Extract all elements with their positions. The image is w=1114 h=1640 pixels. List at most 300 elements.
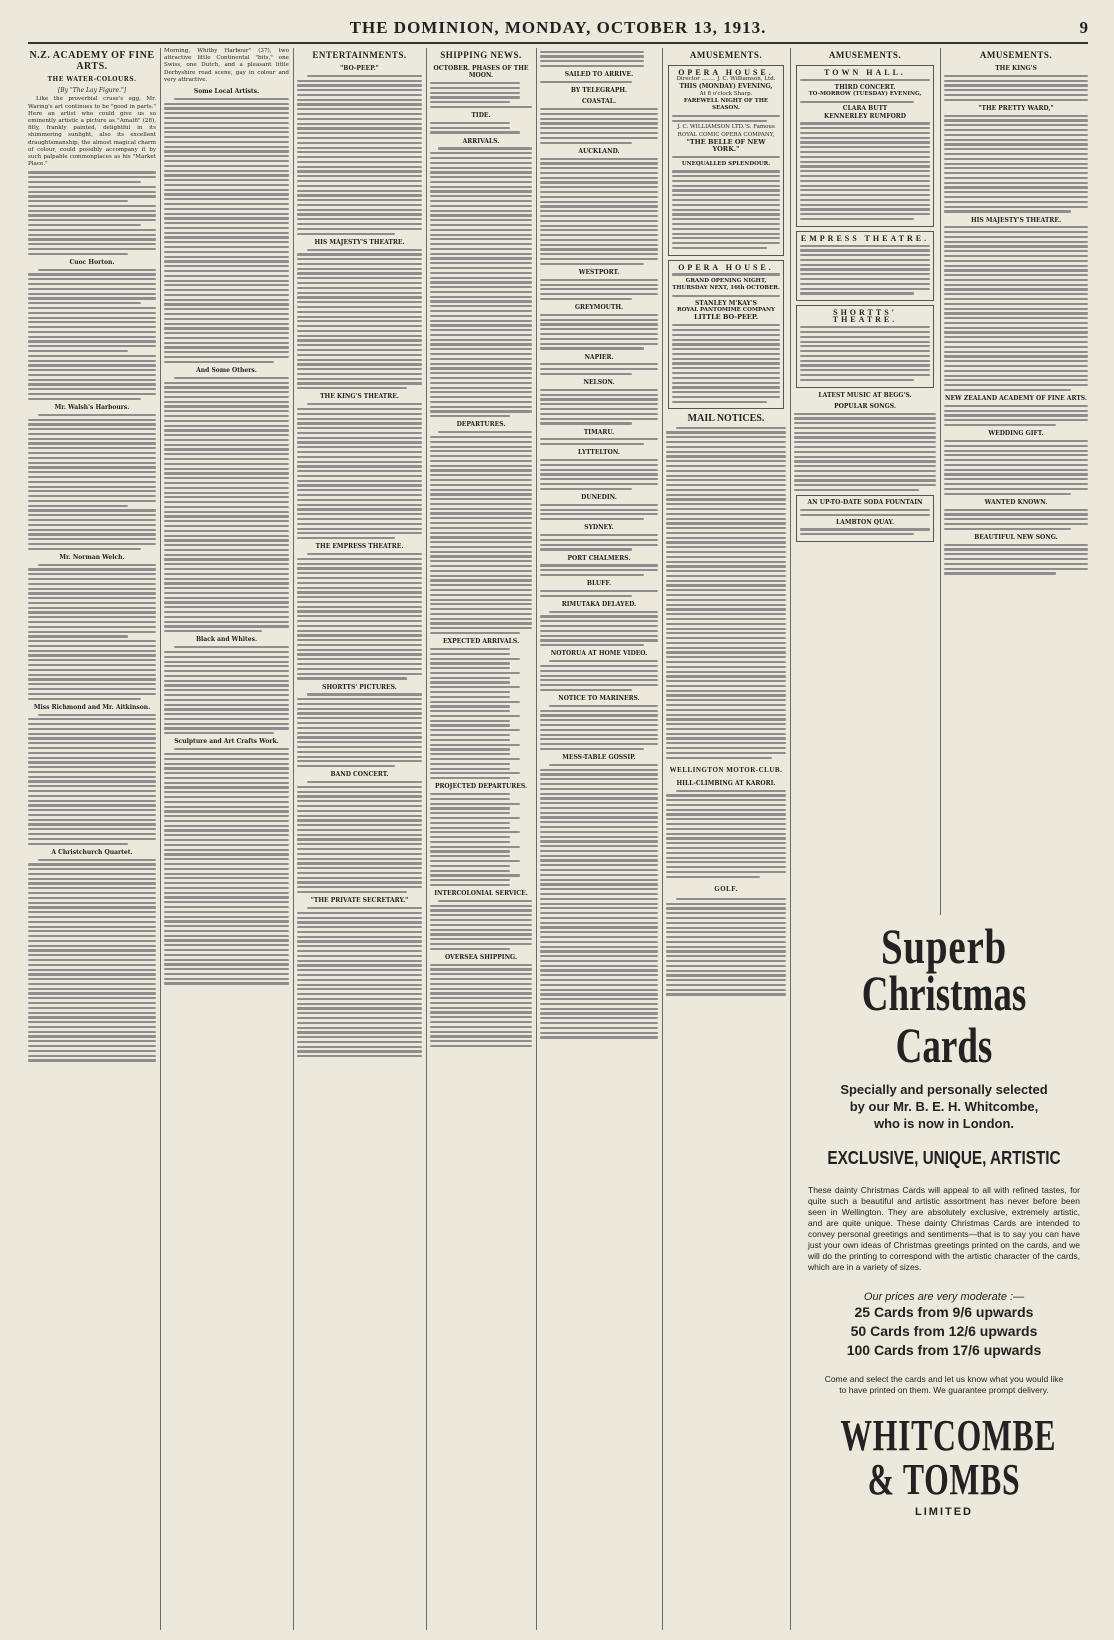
opera-line: At 8 o'clock Sharp. <box>699 90 753 97</box>
text-line <box>28 379 156 381</box>
text-line <box>297 99 422 101</box>
text-line <box>540 389 658 391</box>
text-line <box>800 331 930 333</box>
text-line <box>164 578 289 580</box>
text-line <box>540 108 658 110</box>
text-line <box>28 248 156 250</box>
text-line <box>297 387 407 389</box>
text-line <box>164 203 289 205</box>
text-line <box>297 301 422 303</box>
text-line <box>28 578 156 580</box>
text-line <box>28 383 156 385</box>
mail-notices-heading: MAIL NOTICES. <box>687 413 765 425</box>
text-line <box>430 812 510 814</box>
section-heading: NOTORUA AT HOME VIDEO. <box>550 650 648 658</box>
text-line <box>28 926 156 928</box>
text-line <box>430 739 510 741</box>
text-line <box>164 625 289 627</box>
text-line <box>944 523 1088 525</box>
text-line <box>430 82 520 84</box>
text-line <box>297 1031 422 1033</box>
opera-line: STANLEY M'KAY'S <box>694 300 758 307</box>
text-line <box>28 823 156 825</box>
text-line <box>297 843 422 845</box>
text-line <box>540 122 658 124</box>
text-line <box>944 129 1088 131</box>
text-line <box>297 325 422 327</box>
text-line <box>164 611 289 613</box>
text-line <box>540 955 658 957</box>
text-line <box>540 670 658 672</box>
text-line <box>944 274 1088 276</box>
text-line <box>430 300 532 302</box>
opera-line: Director ........ J. C. Williamson, Ltd. <box>676 76 776 83</box>
text-line <box>540 418 658 420</box>
text-line <box>540 595 632 597</box>
text-line <box>297 673 422 675</box>
text-line <box>800 369 930 371</box>
text-line <box>540 998 658 1000</box>
text-line <box>28 978 156 980</box>
text-line <box>297 1012 422 1014</box>
text-line <box>28 548 141 550</box>
text-line <box>164 949 289 951</box>
text-line <box>430 320 532 322</box>
text-line <box>297 834 422 836</box>
text-line <box>944 528 1071 530</box>
text-line <box>297 272 422 274</box>
text-line <box>430 253 532 255</box>
text-line <box>430 763 510 765</box>
text-line <box>28 683 156 685</box>
text-line <box>28 693 156 695</box>
text-line <box>297 199 422 201</box>
text-line <box>164 410 289 412</box>
text-line <box>430 992 532 994</box>
text-line <box>430 541 532 543</box>
text-line <box>28 795 156 797</box>
text-line <box>297 494 422 496</box>
text-line <box>28 500 156 502</box>
text-line <box>430 560 532 562</box>
text-line <box>28 476 156 478</box>
text-line <box>164 122 289 124</box>
section-heading: MESS-TABLE GOSSIP. <box>562 754 636 762</box>
text-line <box>164 420 289 422</box>
text-line <box>540 778 658 780</box>
ad-lead-line: by our Mr. B. E. H. Whitcombe, <box>849 1099 1039 1114</box>
text-line <box>794 456 936 458</box>
text-line <box>540 443 644 445</box>
text-line <box>540 879 658 881</box>
text-line <box>28 930 156 932</box>
text-line <box>430 353 532 355</box>
text-line <box>28 814 156 816</box>
text-line <box>430 96 520 98</box>
text-line <box>438 147 532 149</box>
text-line <box>430 594 532 596</box>
text-line <box>430 167 532 169</box>
text-line <box>164 882 289 884</box>
text-line <box>28 186 156 188</box>
text-line <box>297 263 422 265</box>
text-line <box>540 859 658 861</box>
text-line <box>540 917 658 919</box>
text-line <box>540 689 632 691</box>
text-line <box>430 474 532 476</box>
text-line <box>164 327 289 329</box>
article-body <box>164 88 289 1630</box>
text-line <box>164 444 289 446</box>
text-line <box>540 293 658 295</box>
text-line <box>666 436 786 438</box>
text-line <box>28 214 156 216</box>
text-line <box>944 365 1088 367</box>
text-line <box>164 954 289 956</box>
section-heading: Sculpture and Art Crafts Work. <box>174 738 279 746</box>
price-line: 100 Cards from 17/6 upwards <box>846 1342 1042 1358</box>
text-line <box>430 214 532 216</box>
text-line <box>438 900 532 902</box>
text-line <box>430 653 510 655</box>
text-line <box>944 99 1088 101</box>
text-line <box>666 704 786 706</box>
text-line <box>164 772 289 774</box>
text-line <box>164 270 289 272</box>
opera-line: LITTLE BO-PEEP. <box>694 313 758 322</box>
text-line <box>430 865 510 867</box>
text-line <box>430 627 532 629</box>
text-line <box>297 886 422 888</box>
text-line <box>944 153 1088 155</box>
column-academy-continued <box>164 48 289 1630</box>
text-line <box>297 867 422 869</box>
text-line <box>297 408 422 410</box>
text-line <box>430 503 532 505</box>
text-line <box>28 452 156 454</box>
article-lead <box>28 96 156 168</box>
text-line <box>794 470 936 472</box>
text-line <box>672 329 780 331</box>
text-line <box>666 503 786 505</box>
text-line <box>297 926 422 928</box>
text-line <box>28 640 156 642</box>
text-line <box>540 926 658 928</box>
text-line <box>164 684 289 686</box>
text-line <box>944 303 1088 305</box>
text-line <box>800 278 930 280</box>
text-line <box>297 499 422 501</box>
text-line <box>666 828 786 830</box>
text-line <box>430 1026 532 1028</box>
text-line <box>297 810 422 812</box>
text-line <box>944 94 1088 96</box>
text-line <box>297 339 422 341</box>
text-line <box>297 760 422 762</box>
text-line <box>540 989 658 991</box>
text-line <box>666 955 786 957</box>
text-line <box>430 570 532 572</box>
text-line <box>430 536 532 538</box>
text-line <box>666 647 786 649</box>
text-line <box>297 504 422 506</box>
text-line <box>164 213 289 215</box>
text-line <box>540 191 658 193</box>
text-line <box>297 639 422 641</box>
text-line <box>297 373 422 375</box>
text-line <box>164 313 289 315</box>
text-line <box>800 194 930 196</box>
text-line <box>430 1045 532 1047</box>
text-line <box>430 744 520 746</box>
text-line <box>430 978 532 980</box>
opera-line: ROYAL PANTOMIME COMPANY <box>677 307 775 314</box>
text-line <box>164 256 289 258</box>
section-heading: COASTAL. <box>581 98 617 106</box>
text-line <box>944 548 1088 550</box>
text-line <box>540 239 658 241</box>
amusements-heading: AMUSEMENTS. <box>979 50 1053 60</box>
text-line <box>28 495 156 497</box>
text-line <box>800 122 930 124</box>
text-line <box>666 723 786 725</box>
text-line <box>666 623 786 625</box>
text-line <box>28 843 128 845</box>
text-line <box>164 482 289 484</box>
text-line <box>540 788 658 790</box>
text-line <box>297 955 422 957</box>
text-line <box>297 649 422 651</box>
text-line <box>164 131 289 133</box>
text-line <box>164 112 289 114</box>
text-line <box>297 427 422 429</box>
text-line <box>28 664 156 666</box>
text-line <box>540 898 658 900</box>
text-line <box>28 949 156 951</box>
text-line <box>672 273 780 275</box>
opera-line: THIS (MONDAY) EVENING, <box>679 83 773 91</box>
text-line <box>944 469 1088 471</box>
continued-paragraph: Morning, Whitby Harbour" (37), two attractive little Continental "bits," one Swiss, one Dutch, and a pleasant little Derbyshire road scene, gay in colour and very attractive. <box>164 48 289 83</box>
text-line <box>540 564 658 566</box>
text-line <box>540 1017 658 1019</box>
text-line <box>430 257 532 259</box>
text-line <box>944 464 1088 466</box>
text-line <box>666 857 786 859</box>
text-line <box>28 419 156 421</box>
text-line <box>794 441 936 443</box>
text-line <box>666 757 772 759</box>
text-line <box>540 826 658 828</box>
text-line <box>297 161 422 163</box>
text-line <box>164 558 289 560</box>
text-line <box>540 714 658 716</box>
text-line <box>430 339 532 341</box>
text-line <box>666 599 786 601</box>
text-line <box>800 528 930 530</box>
wanted-known-heading: WANTED KNOWN. <box>984 498 1048 506</box>
text-line <box>297 634 422 636</box>
text-line <box>540 874 658 876</box>
text-line <box>28 766 156 768</box>
text-line <box>297 838 422 840</box>
text-line <box>430 997 532 999</box>
text-line <box>672 223 780 225</box>
text-line <box>666 556 786 558</box>
text-line <box>944 473 1088 475</box>
text-line <box>430 648 510 650</box>
shortts-title: SHORTTS' THEATRE. <box>832 308 898 325</box>
text-line <box>800 268 930 270</box>
text-line <box>164 944 289 946</box>
text-line <box>297 653 422 655</box>
text-line <box>164 549 289 551</box>
text-line <box>540 422 632 424</box>
text-line <box>800 273 930 275</box>
text-line <box>430 905 532 907</box>
text-line <box>297 84 422 86</box>
text-line <box>666 451 786 453</box>
text-line <box>549 705 658 707</box>
text-line <box>430 291 532 293</box>
text-line <box>800 245 930 247</box>
text-line <box>28 229 156 231</box>
text-line <box>944 553 1088 555</box>
text-line <box>800 170 930 172</box>
text-line <box>540 162 658 164</box>
text-line <box>164 767 289 769</box>
text-line <box>28 790 156 792</box>
text-line <box>430 658 520 660</box>
text-line <box>164 959 289 961</box>
text-line <box>28 654 156 656</box>
text-line <box>28 524 156 526</box>
text-line <box>297 727 422 729</box>
text-line <box>28 882 156 884</box>
section-heading: SYDNEY. <box>584 524 614 532</box>
text-line <box>666 837 786 839</box>
text-line <box>164 280 289 282</box>
text-line <box>164 661 289 663</box>
section-heading: BLUFF. <box>586 580 612 588</box>
text-line <box>666 709 786 711</box>
text-line <box>164 616 289 618</box>
text-line <box>944 317 1088 319</box>
text-line <box>28 969 156 971</box>
text-line <box>666 699 786 701</box>
text-line <box>666 871 786 873</box>
text-line <box>666 584 786 586</box>
text-line <box>666 470 786 472</box>
text-line <box>540 137 658 139</box>
text-line <box>672 372 780 374</box>
text-line <box>540 974 658 976</box>
text-line <box>430 396 532 398</box>
text-line <box>800 213 930 215</box>
text-line <box>430 724 510 726</box>
text-line <box>430 879 510 881</box>
text-line <box>297 1046 422 1048</box>
text-line <box>430 1016 532 1018</box>
text-line <box>540 816 658 818</box>
text-line <box>297 311 422 313</box>
text-line <box>672 295 780 297</box>
text-line <box>28 317 156 319</box>
text-line <box>430 343 532 345</box>
text-line <box>430 171 532 173</box>
text-line <box>540 821 658 823</box>
text-line <box>28 742 156 744</box>
text-line <box>297 620 422 622</box>
text-line <box>540 922 658 924</box>
text-line <box>944 341 1088 343</box>
text-line <box>164 391 289 393</box>
text-line <box>540 984 658 986</box>
text-line <box>430 127 510 129</box>
text-line <box>944 75 1088 77</box>
text-line <box>28 902 156 904</box>
text-line <box>666 694 786 696</box>
text-line <box>164 892 289 894</box>
text-line <box>164 544 289 546</box>
article-body <box>28 171 156 1630</box>
text-line <box>430 324 532 326</box>
text-line <box>540 478 658 480</box>
text-line <box>666 752 786 754</box>
text-line <box>28 873 156 875</box>
text-line <box>666 508 786 510</box>
text-line <box>164 810 289 812</box>
text-line <box>540 298 632 300</box>
text-line <box>672 391 780 393</box>
text-line <box>540 710 658 712</box>
text-line <box>28 481 156 483</box>
byline: [By "The Lay Figure."] <box>57 87 127 95</box>
text-line <box>28 538 156 540</box>
text-line <box>430 262 532 264</box>
text-line <box>944 419 1088 421</box>
text-line <box>297 432 422 434</box>
text-line <box>297 1041 422 1043</box>
text-line <box>430 734 510 736</box>
section-heading: PORT CHALMERS. <box>567 554 631 562</box>
text-line <box>297 741 422 743</box>
section-heading: WESTPORT. <box>578 268 620 276</box>
text-line <box>430 822 510 824</box>
text-line <box>28 288 156 290</box>
text-line <box>28 471 156 473</box>
text-line <box>28 297 156 299</box>
text-line <box>430 884 510 886</box>
text-line <box>666 541 786 543</box>
text-line <box>666 917 786 919</box>
text-line <box>430 210 532 212</box>
text-line <box>944 241 1088 243</box>
text-line <box>430 948 510 950</box>
text-line <box>430 933 532 935</box>
text-line <box>430 176 532 178</box>
text-line <box>164 916 289 918</box>
text-line <box>666 960 786 962</box>
text-line <box>164 308 289 310</box>
text-line <box>164 511 289 513</box>
text-line <box>28 752 156 754</box>
text-line <box>28 224 141 226</box>
text-line <box>800 156 930 158</box>
text-line <box>540 323 658 325</box>
text-line <box>164 103 289 105</box>
text-line <box>430 748 510 750</box>
